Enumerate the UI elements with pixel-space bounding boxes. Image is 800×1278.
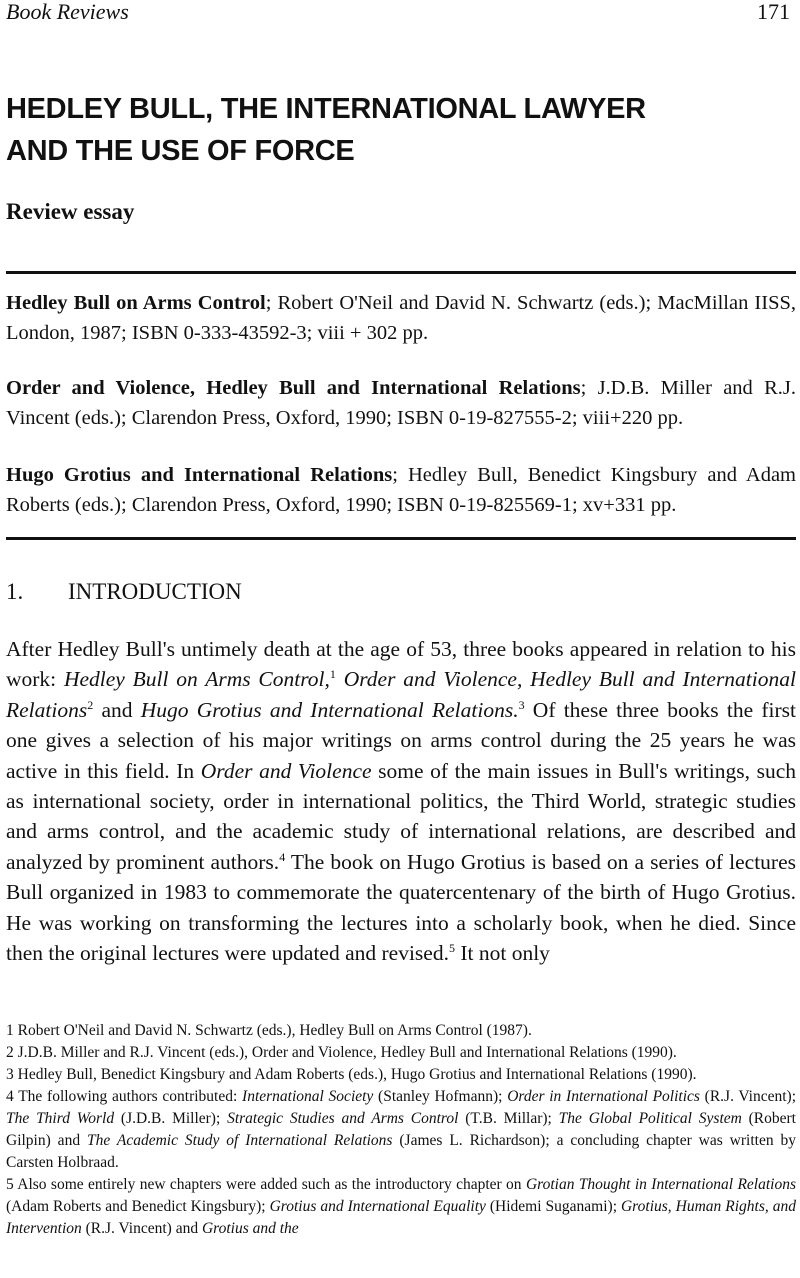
body-text: It not only [454,941,550,966]
footnotes [6,1020,796,1240]
footnote-ref[interactable]: 5 [448,940,455,955]
body-paragraph [6,634,796,968]
footnote-2: 2 J.D.B. Miller and R.J. Vincent (eds.), Order and Violence, Hedley Bull and International Relations (1990). [6,1044,677,1061]
top-rule [6,271,796,274]
book-entry [6,373,796,433]
footnote-ref[interactable]: 3 [518,697,525,712]
title-line-1: HEDLEY BULL, THE INTERNATIONAL LAWYER [6,93,646,125]
book-title: Hedley Bull on Arms Control [6,292,266,314]
bottom-rule [6,537,796,540]
footnote-1: 1 Robert O'Neil and David N. Schwartz (eds.), Hedley Bull on Arms Control (1987). [6,1022,532,1039]
running-head: Book Reviews [6,0,129,24]
footnote-ref[interactable]: 2 [87,697,94,712]
body-text: Of these three books the first one gives a selection of his major writings on arms control during the 25 years he was active in this field. In [6,697,796,783]
body-text: The book on Hugo Grotius is based on a series of lectures Bull organized in 1983 to commemorate the quatercentenary of the birth of Hugo Grotius. He was working on transforming the lectures into a scholarly book, when he died. Since then the original lectures were updated and revised. [6,849,797,966]
article-title [6,88,796,172]
section-number: 1. [6,579,24,604]
section-heading [6,578,242,606]
section-title: INTRODUCTION [68,579,242,604]
footnote-ref[interactable]: 4 [279,849,286,864]
body-text: some of the main issues in Bull's writings, such as international society, order in international politics, the Third World, strategic studies and arms control, and the academic study of international relations, are described and analyzed by prominent authors. [6,758,796,874]
footnote-3: 3 Hedley Bull, Benedict Kingsbury and Adam Roberts (eds.), Hugo Grotius and International Relations (1990). [6,1066,697,1083]
book-title: Order and Violence, Hedley Bull and International Relations [6,377,581,399]
article-subtitle: Review essay [6,199,135,224]
title-line-2: AND THE USE OF FORCE [6,135,355,167]
footnote-ref[interactable]: 1 [329,667,336,682]
book-title: Hugo Grotius and International Relations [6,464,393,486]
book-details: ; J.D.B. Miller and R.J. Vincent (eds.); Clarendon Press, Oxford, 1990; ISBN 0-19-827555-2; viii+220 pp. [6,377,796,429]
book-ref: Hedley Bull on Arms Control, [63,667,330,692]
footnote-4: 4 The following authors contributed: International Society (Stanley Hofmann); Order in International Politics (R.J. Vincent); The Third World (J.D.B. Miller); Strategic Studies and Arms Control (T.B. Millar); The Global Political System (Robert Gilpin) and The Academic Study of International Relations (James L. Richardson); a concluding chapter was written by Carsten Holbraad. [6,1088,797,1171]
book-entry [6,460,796,520]
book-details: ; Robert O'Neil and David N. Schwartz (eds.); MacMillan IISS, London, 1987; ISBN 0-333-43592-3; viii + 302 pp. [6,292,797,344]
book-ref: Order and Violence, Hedley Bull and International Relations [6,667,796,722]
book-ref: Hugo Grotius and International Relations. [140,697,519,722]
book-ref: Order and Violence [200,758,372,783]
book-entry [6,288,796,348]
book-details: ; Hedley Bull, Benedict Kingsbury and Adam Roberts (eds.); Clarendon Press, Oxford, 1990; ISBN 0-19-825569-1; xv+331 pp. [6,464,796,516]
body-text: and [93,697,141,722]
body-text: After Hedley Bull's untimely death at the age of 53, three books appeared in relation to his work: [6,637,796,692]
footnote-5: 5 Also some entirely new chapters were added such as the introductory chapter on Grotian Thought in International Relations (Adam Roberts and Benedict Kingsbury); Grotius and International Equality (Hidemi Suganami); Grotius, Human Rights, and Intervention (R.J. Vincent) and Grotius and the [6,1176,796,1237]
page-number: 171 [757,0,790,24]
